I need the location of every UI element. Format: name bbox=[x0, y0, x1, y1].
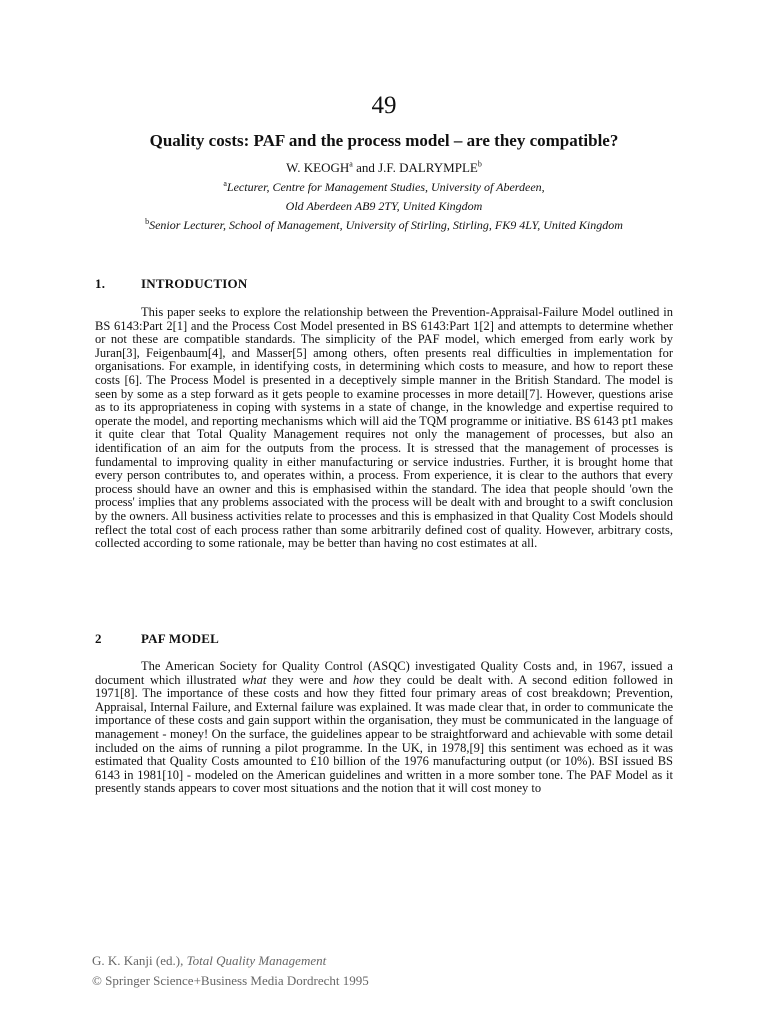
author-dalrymple: J.F. DALRYMPLE bbox=[378, 160, 478, 175]
author-separator: and bbox=[352, 160, 379, 175]
section-heading-text: INTRODUCTION bbox=[141, 276, 248, 291]
affiliation-a-mark: a bbox=[223, 179, 227, 188]
introduction-paragraph: This paper seeks to explore the relationship between the Prevention-Appraisal-Failure Model outlined in BS 6143:Part 2[1] and the Process Cost Model presented in BS 6143:Part 1[2] and attempts to determine whether or not these are compatible standards. The simplicity of the PAF model, which emerged from early work by Juran[3], Feigenbaum[4], and Masser[5] among others, often presents real difficulties in implementation for organisations. For example, in identifying costs, in determining which costs to measure, and how to report these costs [6]. The Process Model is presented in a deceptively simple manner in the British Standard. The model is seen by some as a step forward as it gets people to examine processes in more detail[7]. However, questions arise as to its appropriateness in coping with systems in a state of change, in the knowledge and expertise required to operate the model, and reporting mechanisms which will aid the TQM programme or initiative. BS 6143 pt1 makes it quite clear that Total Quality Management requires not only the management of processes, but also an identification of an aim for the outputs from the process. It is stressed that the management of processes is fundamental to improving quality in either manufacturing or service industries. Further, it is brought home that every person contributes to, and operates within, a process. From experience, it is clear to the authors that every process should have an owner and this is emphasised within the standard. The idea that people should 'own the process' implies that any problems associated with the process will be dealt with and brought to a swift conclusion by the owners. All business activities relate to processes and this is emphasized in that Quality Cost Models should reflect the total cost of each process rather than some arbitrarily defined cost of quality. However, arbitrary costs, collected according to some rationale, may be better than having no cost estimates at all. bbox=[95, 305, 673, 551]
paragraph-text: The American Society for Quality Control (ASQC) investigated Quality Costs and, in 1967, issued a document which illustrated bbox=[95, 659, 673, 687]
affiliation-a-line-1 bbox=[0, 180, 768, 195]
author-dalrymple-affiliation-mark: b bbox=[477, 159, 482, 169]
affiliation-b-mark: b bbox=[145, 217, 150, 226]
page-number: 49 bbox=[371, 92, 397, 119]
footer-editor: G. K. Kanji (ed.), bbox=[92, 953, 187, 968]
affiliation-b-text: Senior Lecturer, School of Management, University of Stirling, Stirling, FK9 4LY, United Kingdom bbox=[149, 218, 623, 232]
author-line bbox=[0, 160, 768, 176]
paragraph-text: they were and bbox=[266, 672, 354, 687]
footer-book-title: Total Quality Management bbox=[186, 953, 327, 968]
affiliation-b-line bbox=[0, 218, 768, 233]
affiliation-a-text-1: Lecturer, Centre for Management Studies, University of Aberdeen, bbox=[226, 180, 545, 194]
section-heading-introduction bbox=[95, 276, 673, 292]
footer-copyright: © Springer Science+Business Media Dordrecht 1995 bbox=[92, 973, 369, 988]
section-number: 2 bbox=[95, 631, 102, 646]
author-keogh-affiliation-mark: a bbox=[349, 159, 353, 169]
section-heading-text: PAF MODEL bbox=[141, 631, 219, 646]
affiliation-a-line-2: Old Aberdeen AB9 2TY, United Kingdom bbox=[285, 199, 483, 213]
emphasis-how: how bbox=[353, 672, 374, 687]
section-number: 1. bbox=[95, 276, 106, 291]
paf-model-paragraph bbox=[95, 660, 673, 796]
section-heading-paf-model bbox=[95, 631, 673, 647]
paper-title: Quality costs: PAF and the process model – are they compatible? bbox=[149, 131, 619, 150]
footer-citation bbox=[92, 953, 326, 969]
emphasis-what: what bbox=[241, 672, 267, 687]
paragraph-text: they could be dealt with. A second edition followed in 1971[8]. The importance of these costs and how they fitted four primary areas of cost breakdown; Prevention, Appraisal, Internal Failure, and External failure was explained. It was made clear that, in order to communicate the importance of these costs and gain support within the organisation, they must be communicated in the language of management - money! On the surface, the guidelines appear to be straightforward and achievable with some detail included on the aims of running a pilot programme. In the UK, in 1978,[9] this sentiment was echoed as it was estimated that Quality Costs amounted to £10 billion of the 1976 manufacturing output (or 10%). BSI issued BS 6143 in 1981[10] - modeled on the American guidelines and written in a more somber tone. The PAF Model as it presently stands appears to cover most situations and the notion that it will cost money to bbox=[95, 672, 674, 796]
author-keogh: W. KEOGH bbox=[286, 160, 350, 175]
